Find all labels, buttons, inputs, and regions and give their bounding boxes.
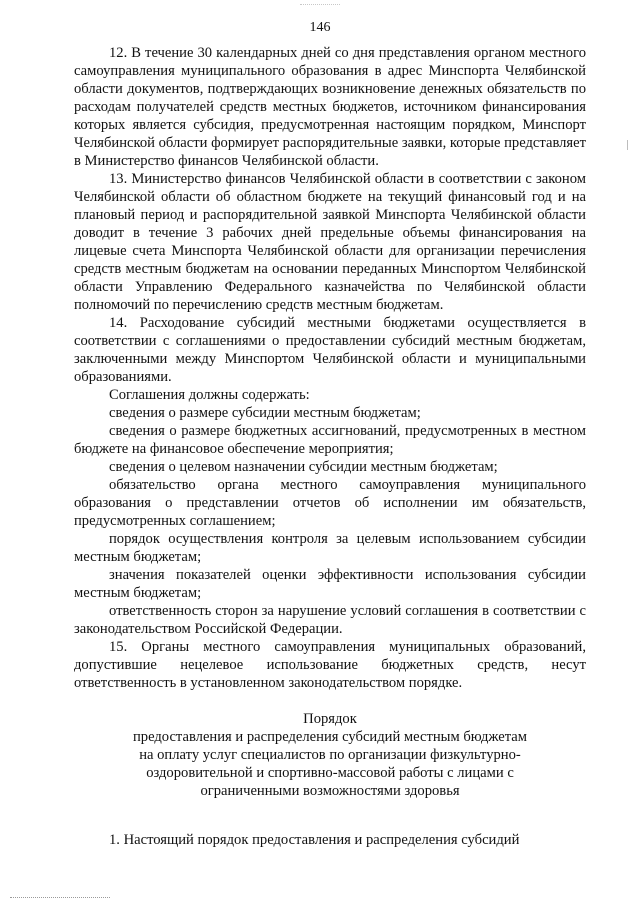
paragraph-12: 12. В течение 30 календарных дней со дня представления органом местного самоуправления муниципального образования в адрес Минспорта Челябинской области документов, подтверждающих возникновение денежных обязательств по расходам получателей средств местных бюджетов, источником финансирования которых является субсидия, предусмотренная настоящим порядком, Минспорт Челябинской области формирует распорядительные заявки, которые представляет в Министерство финансов Челябинской области.: [74, 45, 586, 169]
section-paragraph-1: 1. Настоящий порядок предоставления и распределения субсидий: [109, 832, 520, 848]
agreement-item: значения показателей оценки эффективности использования субсидии местным бюджетам;: [74, 567, 586, 601]
agreement-item: порядок осуществления контроля за целевым использованием субсидии местным бюджетам;: [74, 531, 586, 565]
document-body: [74, 44, 586, 849]
agreement-item: обязательство органа местного самоуправления муниципального образования о представлении отчетов об исполнении им обязательств, предусмотренных соглашением;: [74, 477, 586, 529]
scan-mark-side: [627, 140, 628, 150]
agreement-item: сведения о размере бюджетных ассигнований, предусмотренных в местном бюджете на финансовое обеспечение мероприятия;: [74, 423, 586, 457]
scan-mark-top: [300, 4, 340, 5]
agreement-intro: Соглашения должны содержать:: [109, 387, 310, 403]
agreement-item: ответственность сторон за нарушение условий соглашения в соответствии с законодательством Российской Федерации.: [74, 603, 586, 637]
section-heading: Порядок: [303, 711, 357, 727]
page-number: 146: [309, 20, 331, 35]
section-subheading: предоставления и распределения субсидий местным бюджетам на оплату услуг специалистов по организации физкультурно-оздоровительной и спортивно-массовой работы с лицами с ограниченными возможностями здоровья: [132, 729, 528, 799]
paragraph-13: 13. Министерство финансов Челябинской области в соответствии с законом Челябинской области об областном бюджете на текущий финансовый год и на плановый период и распорядительной заявкой Минспорта Челябинской области доводит в течение 3 рабочих дней предельные объемы финансирования на лицевые счета Минспорта Челябинской области для организации перечисления средств местным бюджетам на основании переданных Минспортом Челябинской области Управлению Федерального казначейства по Челябинской области полномочий по перечислению средств местным бюджетам.: [74, 171, 586, 313]
agreement-item: сведения о размере субсидии местным бюджетам;: [109, 405, 421, 421]
paragraph-15: 15. Органы местного самоуправления муниципальных образований, допустившие нецелевое использование бюджетных средств, несут ответственность в установленном законодательством порядке.: [74, 639, 586, 691]
paragraph-14: 14. Расходование субсидий местными бюджетами осуществляется в соответствии с соглашениями о предоставлении субсидий местным бюджетам, заключенными между Минспортом Челябинской области и муниципальными образованиями.: [74, 315, 586, 385]
agreement-item: сведения о целевом назначении субсидии местным бюджетам;: [109, 459, 498, 475]
scan-footer-mark: [10, 897, 110, 898]
